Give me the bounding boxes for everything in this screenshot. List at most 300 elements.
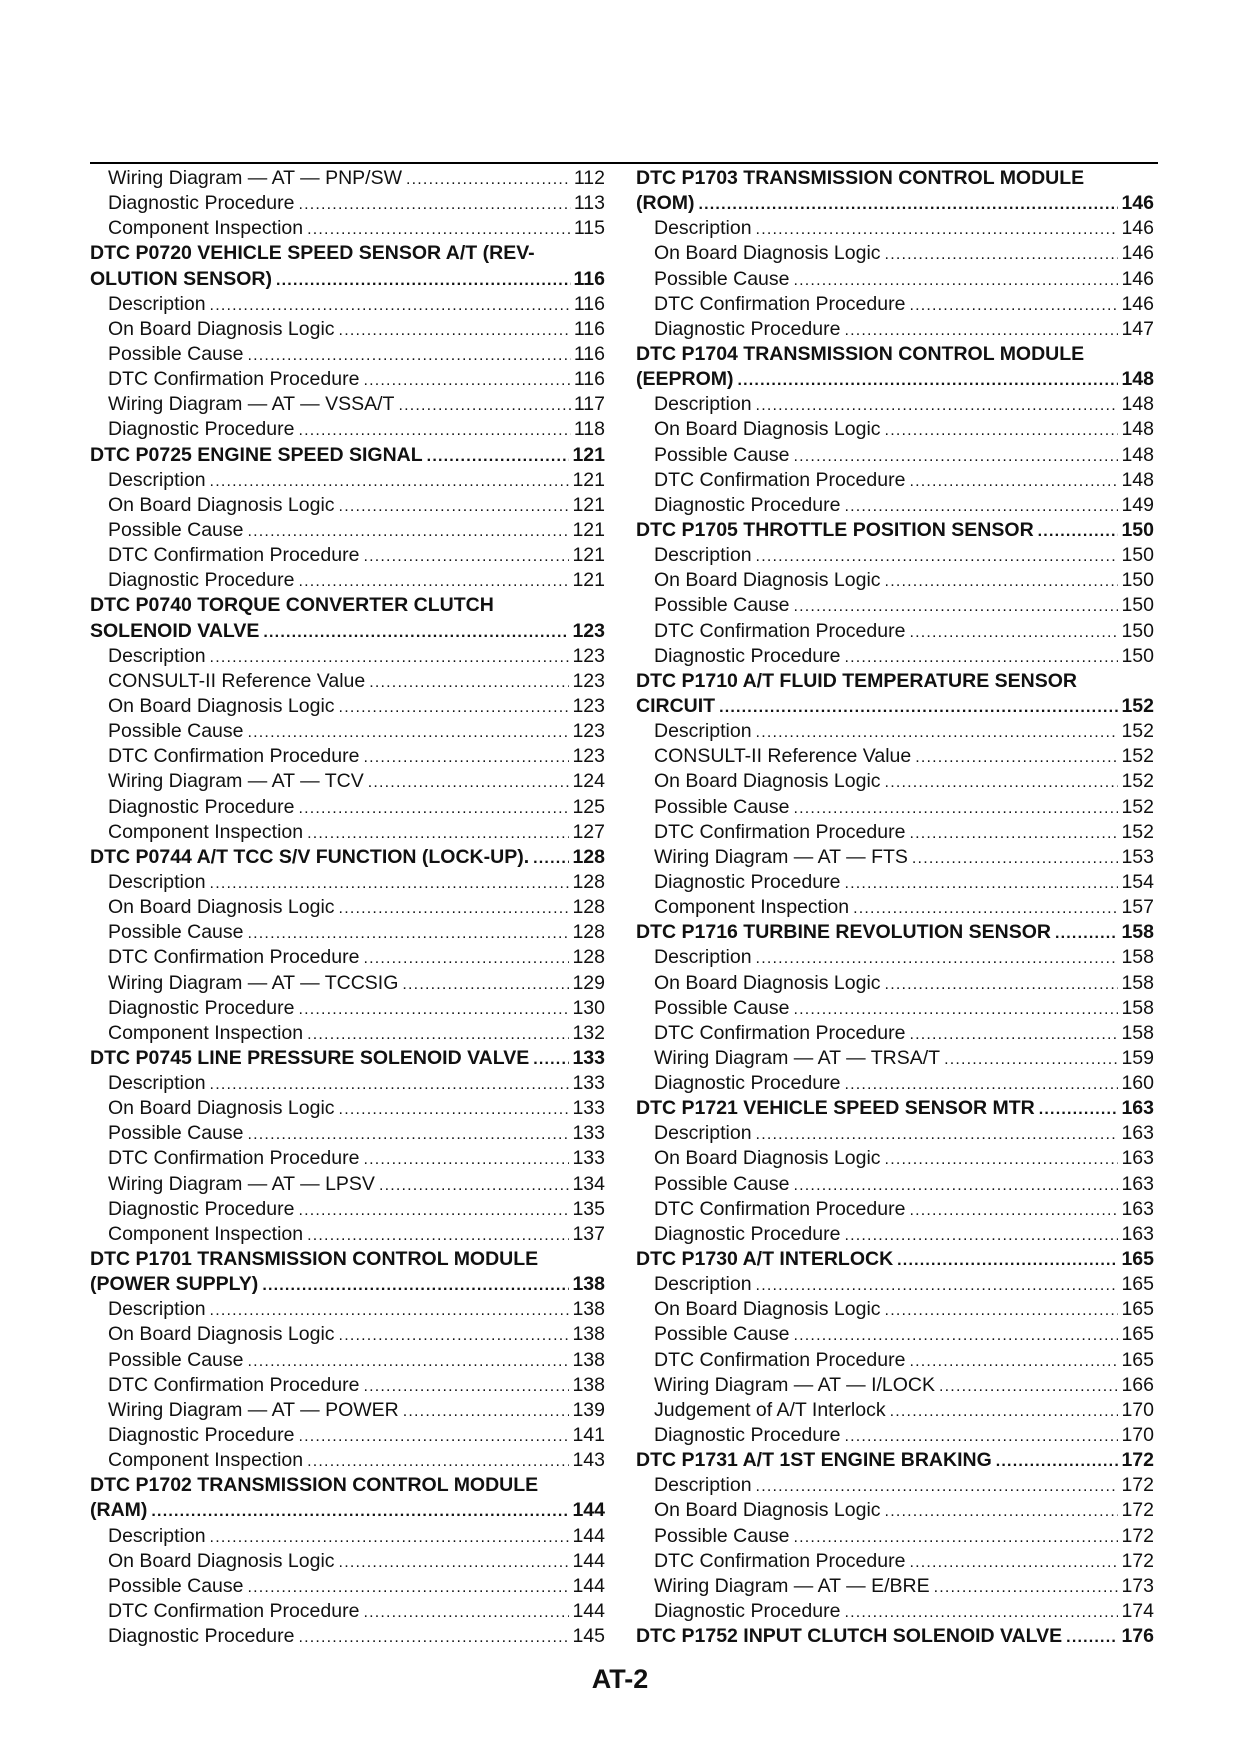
toc-page-number: 152 <box>1121 820 1154 843</box>
toc-page-number: 123 <box>572 669 605 692</box>
toc-page-number: 121 <box>572 468 605 491</box>
toc-entry-title: Description <box>108 292 206 315</box>
toc-entry <box>636 644 1154 669</box>
toc-entry-title: CONSULT-II Reference Value <box>654 745 912 768</box>
toc-dot-leader <box>909 619 1118 644</box>
toc-entry-title: Possible Cause <box>108 1574 244 1597</box>
toc-page-number: 133 <box>572 1046 605 1069</box>
toc-entry <box>636 543 1154 568</box>
toc-entry <box>90 1121 605 1146</box>
toc-entry-title: (EEPROM) <box>636 368 734 391</box>
toc-section-heading <box>90 443 605 468</box>
toc-entry <box>636 1574 1154 1599</box>
toc-entry-title: Component Inspection <box>108 1222 304 1245</box>
toc-dot-leader <box>248 1574 570 1599</box>
toc-right-column <box>636 166 1154 1649</box>
toc-entry-title: DTC Confirmation Procedure <box>654 292 906 315</box>
toc-entry-title: DTC Confirmation Procedure <box>108 1147 360 1170</box>
toc-dot-leader <box>369 669 569 694</box>
toc-entry <box>636 468 1154 493</box>
toc-entry <box>90 1574 605 1599</box>
toc-page-number: 176 <box>1121 1625 1154 1648</box>
toc-dot-leader <box>379 1172 570 1197</box>
toc-section-heading <box>90 267 605 292</box>
toc-entry <box>90 543 605 568</box>
toc-page-number: 174 <box>1121 1600 1154 1623</box>
toc-entry <box>90 694 605 719</box>
toc-entry <box>90 945 605 970</box>
toc-page-number: 158 <box>1121 996 1154 1019</box>
toc-entry-title: Component Inspection <box>108 820 304 843</box>
toc-entry <box>636 1021 1154 1046</box>
toc-dot-leader <box>756 945 1119 970</box>
toc-entry <box>636 1071 1154 1096</box>
toc-dot-leader <box>248 1121 570 1146</box>
toc-page-number: 170 <box>1121 1424 1154 1447</box>
toc-dot-leader <box>339 895 570 920</box>
toc-section-heading <box>636 1448 1154 1473</box>
toc-dot-leader <box>885 417 1119 442</box>
toc-page-number: 138 <box>572 1298 605 1321</box>
toc-page-number: 150 <box>1121 544 1154 567</box>
toc-entry <box>636 593 1154 618</box>
toc-page-number: 123 <box>572 619 605 642</box>
toc-entry-title: Judgement of A/T Interlock <box>654 1398 886 1421</box>
toc-dot-leader <box>263 619 569 644</box>
toc-page-number: 115 <box>573 217 605 240</box>
toc-entry-title: Diagnostic Procedure <box>108 1197 295 1220</box>
toc-entry-title: Diagnostic Procedure <box>108 1625 295 1648</box>
toc-dot-leader <box>307 216 571 241</box>
toc-entry <box>636 769 1154 794</box>
toc-page-number: 129 <box>572 971 605 994</box>
toc-entry-title: DTC P1752 INPUT CLUTCH SOLENOID VALVE <box>636 1625 1063 1648</box>
toc-dot-leader <box>844 1599 1118 1624</box>
toc-entry-title: DTC P1705 THROTTLE POSITION SENSOR <box>636 518 1034 541</box>
toc-entry-title: CIRCUIT <box>636 694 716 717</box>
toc-entry <box>90 1373 605 1398</box>
toc-entry-title: DTC P0720 VEHICLE SPEED SENSOR A/T (REV- <box>90 242 535 265</box>
page-number: AT-2 <box>591 1664 649 1694</box>
toc-entry-title: Possible Cause <box>654 996 790 1019</box>
toc-dot-leader <box>339 1549 570 1574</box>
toc-entry <box>636 1322 1154 1347</box>
toc-entry-title: Wiring Diagram — AT — POWER <box>108 1398 399 1421</box>
toc-entry-title: Description <box>654 217 752 240</box>
toc-dot-leader <box>339 694 570 719</box>
toc-entry-title: Description <box>108 1072 206 1095</box>
toc-entry <box>90 1348 605 1373</box>
toc-entry <box>636 417 1154 442</box>
toc-dot-leader <box>1039 1096 1119 1121</box>
toc-entry-title: Diagnostic Procedure <box>654 317 841 340</box>
toc-page-number: 123 <box>572 720 605 743</box>
toc-dot-leader <box>909 1197 1118 1222</box>
toc-entry-title: Possible Cause <box>654 594 790 617</box>
toc-dot-leader <box>298 191 570 216</box>
toc-page-number: 124 <box>572 770 605 793</box>
toc-page-number: 165 <box>1121 1323 1154 1346</box>
toc-dot-leader <box>398 392 570 417</box>
toc-dot-leader <box>402 971 569 996</box>
toc-dot-leader <box>912 845 1119 870</box>
toc-entry <box>90 920 605 945</box>
toc-dot-leader <box>307 1222 569 1247</box>
toc-entry <box>90 1624 605 1649</box>
toc-page-number: 143 <box>572 1449 605 1472</box>
toc-entry-title: Diagnostic Procedure <box>654 870 841 893</box>
toc-page-number: 153 <box>1121 845 1154 868</box>
toc-page-number: 112 <box>573 167 605 189</box>
toc-dot-leader <box>915 744 1118 769</box>
toc-page-number: 148 <box>1121 393 1154 416</box>
toc-dot-leader <box>210 1071 570 1096</box>
toc-page-number: 144 <box>572 1600 605 1623</box>
toc-entry <box>90 216 605 241</box>
toc-entry-title: Diagnostic Procedure <box>654 1222 841 1245</box>
toc-dot-leader <box>996 1448 1119 1473</box>
toc-entry <box>636 820 1154 845</box>
toc-dot-leader <box>298 568 569 593</box>
toc-page-number: 163 <box>1121 1222 1154 1245</box>
toc-entry <box>90 468 605 493</box>
toc-dot-leader <box>403 1398 570 1423</box>
toc-entry-title: DTC Confirmation Procedure <box>108 946 360 969</box>
toc-page-number: 147 <box>1121 317 1154 340</box>
toc-entry-title: DTC P1710 A/T FLUID TEMPERATURE SENSOR <box>636 669 1077 692</box>
toc-section-heading <box>636 1096 1154 1121</box>
toc-entry-title: Diagnostic Procedure <box>108 192 295 215</box>
toc-page-number: 163 <box>1121 1097 1154 1120</box>
toc-page-number: 146 <box>1121 192 1154 215</box>
toc-page-number: 132 <box>572 1021 605 1044</box>
toc-entry <box>90 292 605 317</box>
toc-entry <box>636 1146 1154 1171</box>
toc-page-number: 118 <box>573 418 605 441</box>
toc-entry-title: Diagnostic Procedure <box>654 1424 841 1447</box>
toc-entry-title: Description <box>654 393 752 416</box>
toc-entry-title: SOLENOID VALVE <box>90 619 260 642</box>
toc-entry <box>636 392 1154 417</box>
toc-section-heading <box>636 694 1154 719</box>
toc-entry-title: Possible Cause <box>654 1323 790 1346</box>
toc-entry-title: Component Inspection <box>108 1449 304 1472</box>
toc-entry-title: DTC Confirmation Procedure <box>654 1348 906 1371</box>
toc-page-number: 154 <box>1121 870 1154 893</box>
toc-page-number: 165 <box>1121 1298 1154 1321</box>
toc-entry <box>636 945 1154 970</box>
toc-dot-leader <box>794 1322 1119 1347</box>
toc-entry-title: DTC Confirmation Procedure <box>108 745 360 768</box>
toc-section-heading <box>90 845 605 870</box>
toc-section-heading <box>636 191 1154 216</box>
toc-entry <box>90 191 605 216</box>
toc-dot-leader <box>897 1247 1118 1272</box>
toc-dot-leader <box>844 644 1118 669</box>
toc-entry <box>90 795 605 820</box>
toc-entry <box>90 744 605 769</box>
toc-entry <box>636 744 1154 769</box>
toc-entry <box>90 769 605 794</box>
toc-entry-title: Component Inspection <box>108 217 304 240</box>
toc-dot-leader <box>210 468 570 493</box>
toc-dot-leader <box>794 1172 1119 1197</box>
toc-entry <box>90 719 605 744</box>
toc-dot-leader <box>844 317 1118 342</box>
toc-page-number: 128 <box>572 845 605 868</box>
toc-page-number: 137 <box>572 1222 605 1245</box>
toc-dot-leader <box>853 895 1118 920</box>
toc-page-number: 116 <box>573 292 605 315</box>
toc-entry-title: Description <box>108 870 206 893</box>
toc-dot-leader <box>844 1222 1118 1247</box>
toc-entry-title: Diagnostic Procedure <box>654 1072 841 1095</box>
toc-page-number: 116 <box>573 317 605 340</box>
toc-dot-leader <box>298 795 569 820</box>
toc-dot-leader <box>1038 518 1119 543</box>
toc-section-heading <box>90 1046 605 1071</box>
toc-section-heading <box>636 1624 1154 1649</box>
toc-entry-title: DTC Confirmation Procedure <box>108 1600 360 1623</box>
toc-dot-leader <box>738 367 1119 392</box>
toc-page-number: 121 <box>572 443 605 466</box>
toc-entry-title: Diagnostic Procedure <box>108 996 295 1019</box>
toc-entry-title: On Board Diagnosis Logic <box>108 493 335 516</box>
toc-page-number: 150 <box>1121 594 1154 617</box>
toc-dot-leader <box>210 292 571 317</box>
toc-page-number: 146 <box>1121 242 1154 265</box>
toc-left-column <box>90 166 605 1649</box>
toc-page-number: 121 <box>572 544 605 567</box>
toc-page-number: 117 <box>573 393 605 416</box>
toc-page-number: 138 <box>572 1323 605 1346</box>
toc-page-number: 159 <box>1121 1046 1154 1069</box>
toc-entry-title: Description <box>654 720 752 743</box>
toc-dot-leader <box>298 996 569 1021</box>
toc-page-number: 148 <box>1121 368 1154 391</box>
toc-dot-leader <box>406 166 571 191</box>
toc-entry-title: DTC P0740 TORQUE CONVERTER CLUTCH <box>90 594 494 617</box>
toc-dot-leader <box>151 1498 569 1523</box>
toc-page-number: 148 <box>1121 443 1154 466</box>
toc-dot-leader <box>719 694 1118 719</box>
toc-page-number: 172 <box>1121 1549 1154 1572</box>
toc-dot-leader <box>909 1021 1118 1046</box>
toc-page-number: 166 <box>1121 1373 1154 1396</box>
toc-page-number: 163 <box>1121 1197 1154 1220</box>
toc-dot-leader <box>934 1574 1119 1599</box>
toc-dot-leader <box>363 367 570 392</box>
toc-entry <box>90 166 605 191</box>
toc-entry-title: Description <box>654 946 752 969</box>
toc-dot-leader <box>756 1121 1119 1146</box>
toc-dot-leader <box>210 1524 570 1549</box>
toc-section-heading <box>90 1473 605 1498</box>
toc-entry-title: Component Inspection <box>654 896 850 919</box>
toc-entry <box>636 1549 1154 1574</box>
toc-dot-leader <box>363 543 569 568</box>
toc-entry-title: Description <box>108 468 206 491</box>
toc-page-number: 150 <box>1121 518 1154 541</box>
toc-page-number: 152 <box>1121 694 1154 717</box>
toc-dot-leader <box>756 1473 1119 1498</box>
toc-page-number: 116 <box>573 267 605 290</box>
toc-section-heading <box>90 1272 605 1297</box>
toc-entry-title: Diagnostic Procedure <box>654 1600 841 1623</box>
toc-page-number: 172 <box>1121 1449 1154 1472</box>
toc-section-heading <box>636 669 1154 694</box>
toc-dot-leader <box>944 1046 1118 1071</box>
toc-entry-title: Wiring Diagram — AT — FTS <box>654 845 908 868</box>
toc-entry-title: Wiring Diagram — AT — TCCSIG <box>108 971 399 994</box>
toc-dot-leader <box>844 1071 1118 1096</box>
toc-page-number: 163 <box>1121 1172 1154 1195</box>
toc-entry <box>90 1172 605 1197</box>
toc-entry-title: Component Inspection <box>108 1021 304 1044</box>
toc-dot-leader <box>844 870 1118 895</box>
toc-entry-title: Description <box>654 1122 752 1145</box>
toc-dot-leader <box>909 820 1118 845</box>
toc-entry-title: DTC P1716 TURBINE REVOLUTION SENSOR <box>636 921 1051 944</box>
toc-page-number: 163 <box>1121 1147 1154 1170</box>
toc-entry <box>636 1498 1154 1523</box>
toc-page-number: 128 <box>572 921 605 944</box>
toc-entry <box>636 292 1154 317</box>
toc-dot-leader <box>756 392 1119 417</box>
toc-entry-title: DTC Confirmation Procedure <box>654 1549 906 1572</box>
toc-entry <box>636 845 1154 870</box>
toc-page-number: 128 <box>572 896 605 919</box>
toc-dot-leader <box>909 292 1118 317</box>
toc-dot-leader <box>363 744 569 769</box>
toc-entry-title: DTC P1704 TRANSMISSION CONTROL MODULE <box>636 342 1085 365</box>
toc-page-number: 135 <box>572 1197 605 1220</box>
toc-page-number: 116 <box>573 342 605 365</box>
toc-entry-title: Possible Cause <box>108 518 244 541</box>
toc-page-number: 133 <box>572 1147 605 1170</box>
toc-dot-leader <box>885 971 1119 996</box>
toc-dot-leader <box>756 719 1119 744</box>
toc-dot-leader <box>363 945 569 970</box>
toc-entry-title: On Board Diagnosis Logic <box>108 1097 335 1120</box>
toc-dot-leader <box>363 1373 569 1398</box>
toc-page-number: 134 <box>572 1172 605 1195</box>
toc-entry-title: (ROM) <box>636 192 695 215</box>
toc-dot-leader <box>756 543 1119 568</box>
toc-entry <box>636 1197 1154 1222</box>
toc-entry <box>636 241 1154 266</box>
toc-section-heading <box>90 1498 605 1523</box>
toc-dot-leader <box>339 1096 570 1121</box>
toc-page-number: 165 <box>1121 1273 1154 1296</box>
toc-entry-title: Description <box>654 1273 752 1296</box>
toc-dot-leader <box>885 568 1119 593</box>
toc-page-number: 149 <box>1121 493 1154 516</box>
toc-page-number: 133 <box>572 1072 605 1095</box>
toc-entry <box>636 267 1154 292</box>
toc-dot-leader <box>248 1348 570 1373</box>
toc-entry-title: Possible Cause <box>654 795 790 818</box>
toc-dot-leader <box>363 1599 569 1624</box>
toc-section-heading <box>90 1247 605 1272</box>
toc-page-number: 172 <box>1121 1474 1154 1497</box>
toc-entry <box>90 1549 605 1574</box>
toc-dot-leader <box>298 417 570 442</box>
toc-entry-title: Wiring Diagram — AT — PNP/SW <box>108 167 402 189</box>
toc-entry <box>636 1121 1154 1146</box>
toc-entry-title: Diagnostic Procedure <box>108 569 295 592</box>
toc-dot-leader <box>276 267 571 292</box>
toc-page-number: 148 <box>1121 468 1154 491</box>
toc-entry <box>90 820 605 845</box>
toc-entry-title: Wiring Diagram — AT — TRSA/T <box>654 1046 941 1069</box>
toc-dot-leader <box>1055 920 1118 945</box>
toc-entry-title: DTC Confirmation Procedure <box>108 368 360 391</box>
toc-page-number: 116 <box>573 368 605 391</box>
toc-dot-leader <box>1066 1624 1118 1649</box>
toc-entry-title: DTC P0744 A/T TCC S/V FUNCTION (LOCK-UP). <box>90 845 530 868</box>
toc-entry-title: Description <box>108 1298 206 1321</box>
toc-entry-title: (RAM) <box>90 1499 148 1522</box>
toc-dot-leader <box>298 1423 569 1448</box>
toc-dot-leader <box>885 769 1119 794</box>
toc-page-number: 121 <box>572 569 605 592</box>
toc-entry <box>90 1398 605 1423</box>
toc-dot-leader <box>339 493 570 518</box>
toc-page-number: 152 <box>1121 795 1154 818</box>
toc-entry <box>636 1473 1154 1498</box>
toc-entry-title: Description <box>108 1524 206 1547</box>
toc-entry <box>90 367 605 392</box>
toc-page-number: 158 <box>1121 971 1154 994</box>
toc-entry-title: Diagnostic Procedure <box>108 418 295 441</box>
toc-page-number: 144 <box>572 1524 605 1547</box>
toc-page-number: 158 <box>1121 946 1154 969</box>
toc-entry-title: Possible Cause <box>108 921 244 944</box>
toc-entry <box>90 895 605 920</box>
toc-page-number: 146 <box>1121 267 1154 290</box>
toc-entry <box>636 1599 1154 1624</box>
toc-page-number: 146 <box>1121 217 1154 240</box>
toc-dot-leader <box>210 1297 570 1322</box>
toc-dot-leader <box>368 769 570 794</box>
toc-entry <box>90 493 605 518</box>
toc-entry <box>636 1272 1154 1297</box>
toc-page-number: 148 <box>1121 418 1154 441</box>
toc-dot-leader <box>248 342 571 367</box>
toc-entry-title: Possible Cause <box>654 267 790 290</box>
toc-section-heading <box>90 241 605 266</box>
toc-page-number: 152 <box>1121 770 1154 793</box>
toc-entry <box>90 1423 605 1448</box>
toc-page-number: 158 <box>1121 921 1154 944</box>
toc-entry <box>90 342 605 367</box>
toc-entry-title: Diagnostic Procedure <box>108 795 295 818</box>
toc-page-number: 133 <box>572 1122 605 1145</box>
toc-entry-title: DTC Confirmation Procedure <box>654 1021 906 1044</box>
toc-dot-leader <box>307 1021 569 1046</box>
toc-entry-title: DTC P1730 A/T INTERLOCK <box>636 1248 894 1271</box>
toc-entry-title: Possible Cause <box>654 1172 790 1195</box>
toc-entry-title: DTC P1701 TRANSMISSION CONTROL MODULE <box>90 1248 539 1271</box>
toc-dot-leader <box>298 1624 569 1649</box>
toc-entry-title: Description <box>108 644 206 667</box>
toc-page-number: 121 <box>572 493 605 516</box>
toc-page-number: 152 <box>1121 745 1154 768</box>
toc-entry <box>90 971 605 996</box>
toc-page-number: 123 <box>572 644 605 667</box>
toc-entry-title: OLUTION SENSOR) <box>90 267 273 290</box>
